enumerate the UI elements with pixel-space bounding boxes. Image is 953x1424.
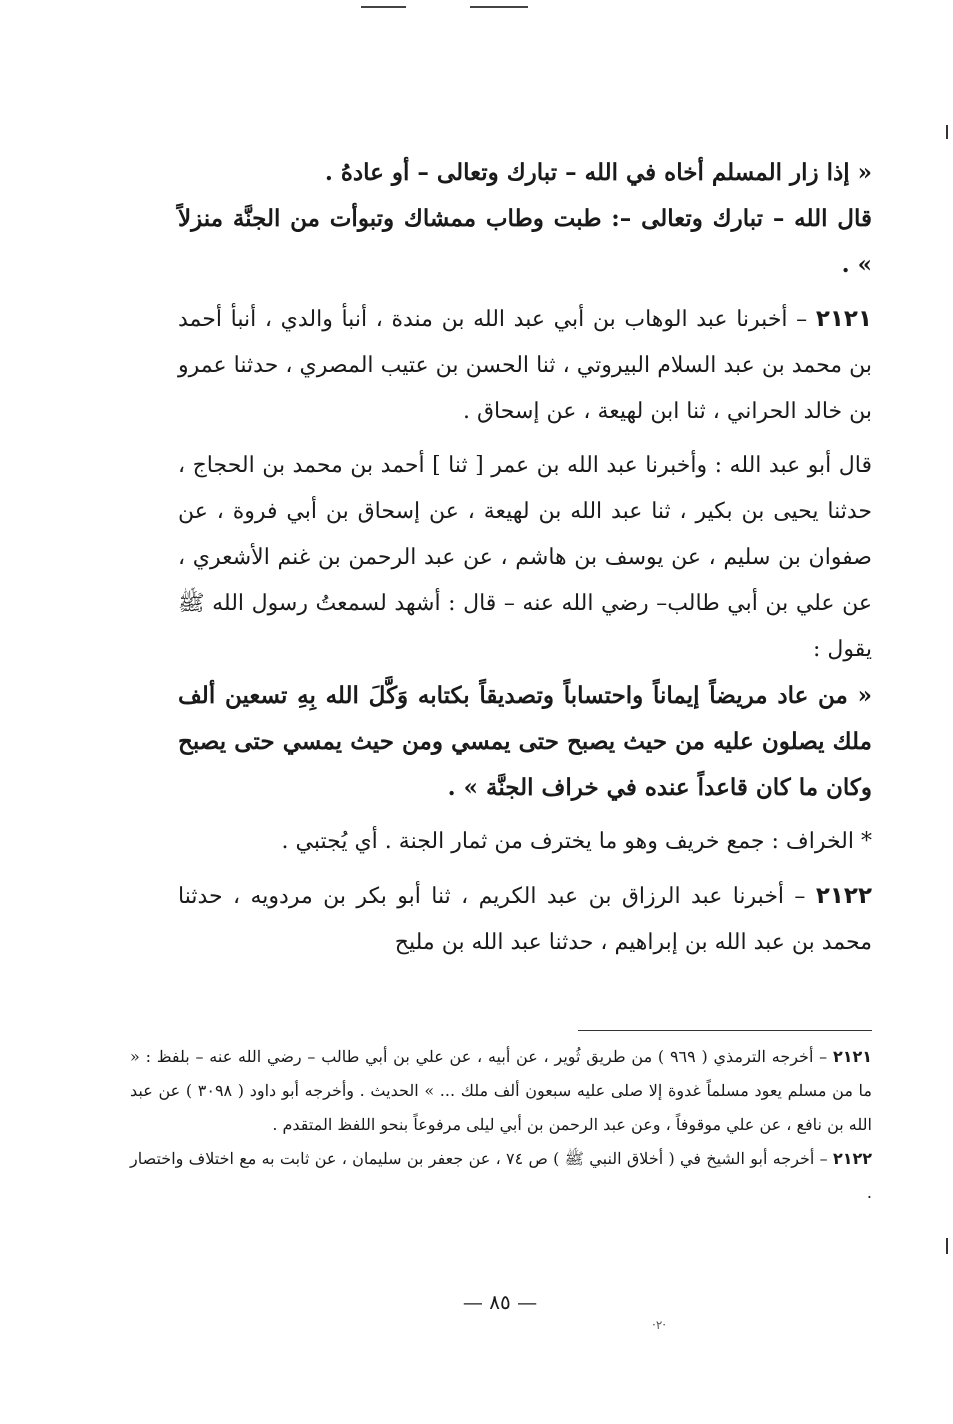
isnad-chain	[178, 443, 872, 673]
header-rule-right	[470, 6, 528, 8]
hadith-quote	[178, 673, 872, 811]
stray-mark: ·٢·	[652, 1318, 667, 1332]
hadith-2121	[178, 296, 872, 435]
hadith-quote-text: « من عاد مريضاً إيماناً واحتساباً وتصديقاً بكتابه وَكَّلَ الله بِهِ تسعين ألف ملك يصلون عليه من حيث يصبح حتى يمسي ومن حيث يمسي حتى يصبح وكان ما كان قاعداً عنده في خراف الجنَّة » .	[178, 682, 872, 801]
footnotes-divider	[578, 1030, 872, 1031]
hadith-2122	[178, 873, 872, 966]
hadith-number: ٢١٢١	[815, 306, 872, 332]
quote-intro-line-2: قال الله – تبارك وتعالى –: طبت وطاب ممشاك وتبوأت من الجنَّة منزلاً » .	[178, 205, 872, 278]
footnote-text: – أخرجه الترمذي ( ٩٦٩ ) من طريق ثُوير ، عن أبيه ، عن علي بن أبي طالب – رضي الله عنه – بلفظ : « ما من مسلم يعود مسلماً غدوة إلا صلى عليه سبعون ألف ملك ... » الحديث . وأخرجه أبو داود ( ٣٠٩٨ ) عن عبد الله بن نافع ، عن علي موقوفاً ، وعن عبد الرحمن بن أبي ليلى مرفوعاً بنحو اللفظ المتقدم .	[130, 1047, 873, 1134]
gloss-text: * الخراف : جمع خريف وهو ما يخترف من ثمار الجنة . أي يُجتبي .	[281, 829, 872, 854]
footnote-number: ٢١٢١	[832, 1047, 872, 1066]
isnad-text: قال أبو عبد الله : وأخبرنا عبد الله بن عمر [ ثنا ] أحمد بن محمد بن الحجاج ، حدثنا يحيى بن بكير ، ثنا عبد الله بن لهيعة ، عن إسحاق بن أبي فروة ، عن صفوان بن سليم ، عن يوسف بن هاشم ، عن عبد الرحمن بن غنم الأشعري ، عن علي بن أبي طالب– رضي الله عنه – قال : أشهد لسمعتُ رسول الله ﷺ يقول :	[178, 453, 872, 662]
footnote-2122	[130, 1142, 872, 1210]
margin-tick-top	[946, 125, 948, 139]
footnote-number: ٢١٢٢	[832, 1149, 873, 1168]
main-text	[178, 150, 872, 966]
hadith-text: – أخبرنا عبد الوهاب بن أبي عبد الله بن مندة ، أنبأ والدي ، أنبأ أحمد بن محمد بن عبد السلام البيروتي ، ثنا الحسن بن عتيب المصري ، حدثنا عمرو بن خالد الحراني ، ثنا ابن لهيعة ، عن إسحاق .	[178, 307, 872, 424]
margin-tick-bottom	[946, 1238, 948, 1254]
footnote-2121	[130, 1040, 872, 1142]
footnote-text: – أخرجه أبو الشيخ في ( أخلاق النبي ﷺ ) ص ٧٤ ، عن جعفر بن سليمان ، عن ثابت به مع اختلاف واختصار .	[130, 1149, 872, 1202]
gloss-note	[178, 819, 872, 865]
hadith-number: ٢١٢٢	[815, 883, 872, 909]
quote-intro-line-1: « إذا زار المسلم أخاه في الله – تبارك وتعالى – أو عادهُ .	[324, 159, 872, 186]
page-number: — ٨٥ —	[462, 1290, 538, 1314]
footnotes	[130, 1040, 872, 1210]
quote-intro	[178, 150, 872, 288]
hadith-text: – أخبرنا عبد الرزاق بن عبد الكريم ، ثنا أبو بكر بن مردويه ، حدثنا محمد بن عبد الله بن إبراهيم ، حدثنا عبد الله بن مليح	[178, 884, 872, 955]
header-rule-left	[361, 6, 406, 8]
